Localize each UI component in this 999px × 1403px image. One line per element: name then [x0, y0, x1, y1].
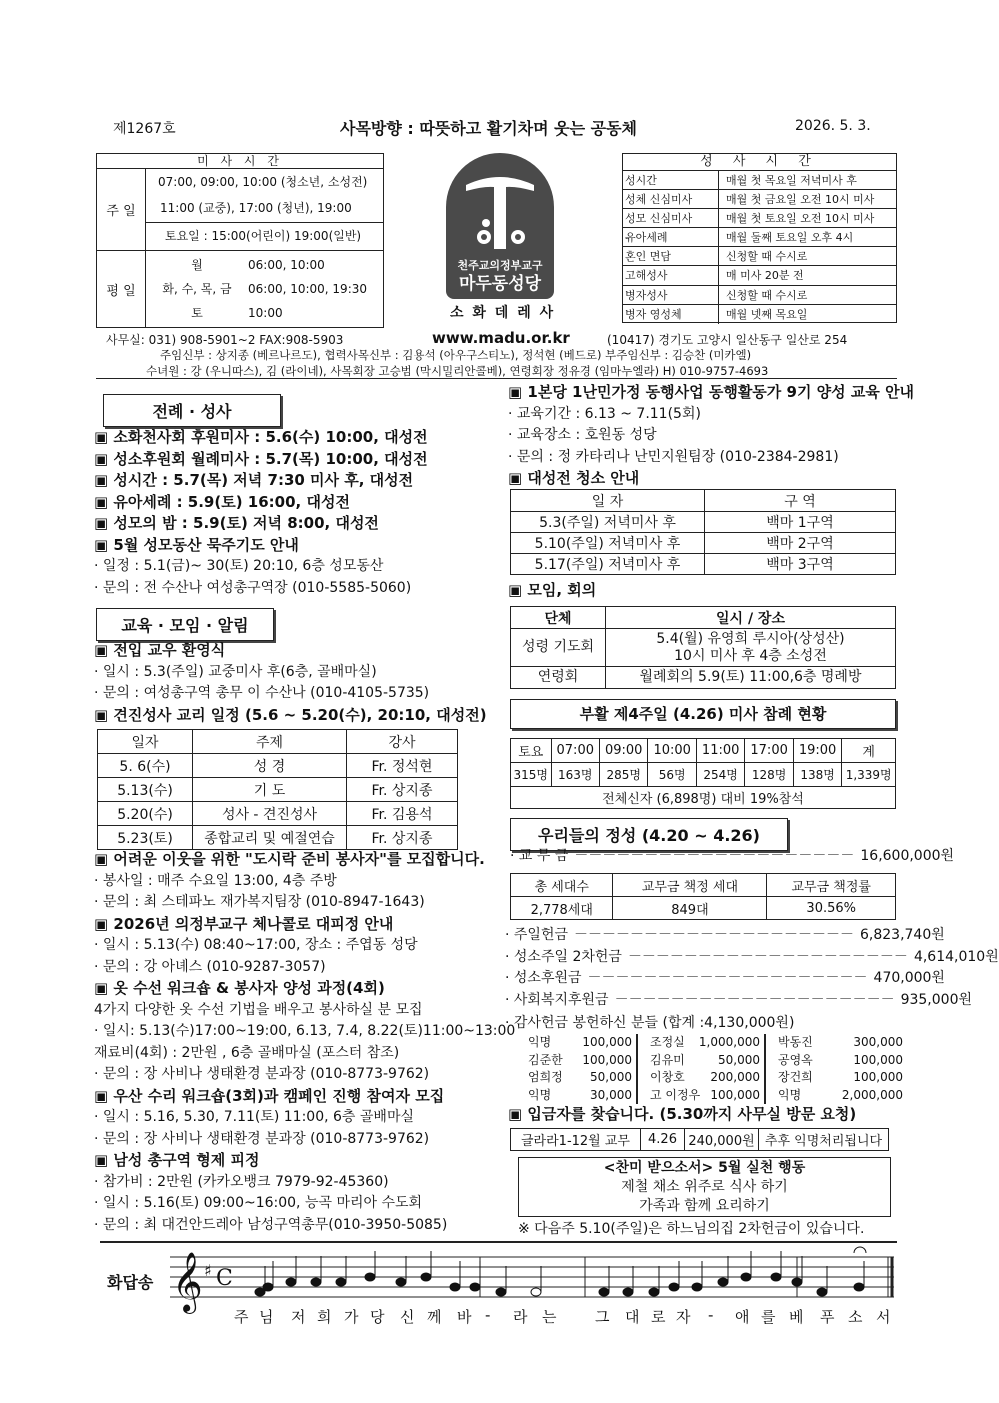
table-header: 구 역: [705, 490, 896, 512]
action-line: 제철 채소 위주로 식사 하기: [621, 1179, 788, 1195]
note-head: [741, 1273, 751, 1281]
notice-line: · 문의 : 전 수산나 여성총구역장 (010-5585-5060): [94, 579, 412, 596]
table-header: 일 자: [511, 490, 705, 512]
table-cell: 5.17(주일) 저녁미사 후: [511, 554, 705, 575]
donor-name: 이창호: [650, 1070, 685, 1084]
donor-amount: 1,000,000: [698, 1035, 760, 1049]
lyric-syllable: -: [485, 1306, 491, 1324]
sacrament-row: [623, 171, 896, 190]
notice-heading: ▣ 성모의 밤 : 5.9(토) 저녁 8:00, 대성전: [94, 514, 379, 532]
table-cell: 백마 2구역: [705, 533, 896, 554]
table-row: [511, 512, 896, 533]
notice-heading: ▣ 옷 수선 워크숍 & 봉사자 양성 과정(4회): [94, 979, 385, 997]
offering-row: [505, 947, 999, 969]
notice-line: · 문의 : 최 스테파노 재가복지팀장 (010-8947-1643): [94, 894, 425, 910]
sacrament-time: 매 미사 20분 전: [726, 269, 804, 283]
offering-label: · 주일헌금: [505, 927, 568, 943]
table-cell: 연령회: [511, 667, 606, 689]
issue-date: 2026. 5. 3.: [795, 118, 871, 134]
lyric-syllable: 서: [876, 1308, 891, 1326]
notice-heading: ▣ 남성 총구역 형제 피정: [94, 1151, 260, 1169]
notice-line: · 봉사일 : 매주 수요일 13:00, 4층 주방: [94, 872, 337, 889]
weekday-day: 월: [191, 258, 203, 272]
cross-roses-icon: [446, 153, 554, 253]
thanks-row: [510, 1069, 915, 1087]
notice-line: · 문의 : 정 카타리나 난민지원팀장 (010-2384-2981): [508, 448, 839, 465]
thanks-entry: [638, 1052, 766, 1070]
notice-heading: ▣ 소화천사회 후원미사 : 5.6(수) 10:00, 대성전: [94, 428, 428, 446]
table-cell: 56명: [648, 763, 696, 787]
offering-value: 470,000원: [873, 970, 945, 986]
thanks-entry: [766, 1034, 907, 1052]
donor-name: 익명: [528, 1035, 552, 1049]
logo-parish: 마두동성당: [458, 274, 542, 294]
lyric-syllable: 라: [513, 1308, 528, 1326]
sacrament-time: 매월 둘째 토요일 오후 4시: [726, 231, 854, 245]
notice-line: · 교육장소 : 호원동 성당: [508, 427, 657, 443]
donor-name: 익명: [778, 1087, 802, 1102]
note-head: [470, 1283, 480, 1291]
mass-times-box: [96, 153, 384, 328]
offering-value: 935,000원: [900, 991, 972, 1008]
notice-heading: ▣ 성시간 : 5.7(목) 저녁 7:30 미사 후, 대성전: [94, 471, 414, 489]
notice-line: · 교육기간 : 6.13 ~ 7.11(5회): [508, 405, 701, 422]
meetings-table: [510, 606, 896, 689]
table-cell: Fr. 김용석: [347, 802, 458, 826]
staff-line: 주임신부 : 상지종 (베르나르도), 협력사목신부 : 김용석 (아우구스티노), 정석현 (베드로) 부주임신부 : 김승찬 (미카엘): [160, 348, 752, 362]
table-cell: 5. 6(수): [98, 754, 193, 778]
table-cell: 254명: [696, 763, 744, 787]
table-cell: 315명: [511, 763, 552, 787]
donor-name: 익명: [528, 1087, 552, 1102]
note-head: [396, 1278, 406, 1286]
table-cell: 138명: [793, 763, 841, 787]
notice-heading: ▣ 1본당 1난민가정 동행사업 동행활동가 9기 양성 교육 안내: [508, 383, 915, 401]
table-header: 일자: [98, 730, 193, 754]
section-liturgy: 전례 · 성사: [103, 394, 281, 427]
offering-amounts: [505, 925, 999, 1011]
action-line: 가족과 함께 요리하기: [639, 1198, 770, 1214]
notice-heading: ▣ 대성전 청소 안내: [508, 469, 640, 487]
common-time-icon: C: [216, 1266, 233, 1291]
donor-amount: 2,000,000: [841, 1087, 903, 1102]
thanks-entry: [510, 1034, 638, 1052]
note-head: [649, 1288, 659, 1296]
lyric-syllable: 희: [317, 1308, 332, 1326]
notice-line: · 일시 : 5.3(주일) 교중미사 후(6층, 골배마실): [94, 663, 377, 680]
lyric-syllable: 는: [542, 1308, 557, 1326]
sacrament-name: 유아세례: [623, 228, 719, 246]
donor-name: 박동진: [778, 1035, 813, 1049]
weekday-label: 평 일: [97, 251, 146, 327]
notices-list: [94, 849, 516, 1236]
notice-heading: ▣ 2026년 의정부교구 체나콜로 대피정 안내: [94, 914, 394, 933]
note-head: [496, 1288, 506, 1296]
donor-amount: 100,000: [853, 1052, 903, 1067]
table-cell: 30.56%: [767, 897, 896, 920]
donor-name: 고 이정우: [650, 1087, 701, 1102]
offering-row: [505, 990, 972, 1012]
sacrament-times-title: 성 사 시 간: [623, 154, 896, 171]
fermata-icon: [854, 1247, 866, 1253]
sacrament-times-box: [622, 153, 897, 323]
donor-name: 장건희: [778, 1070, 813, 1084]
notice-line: · 문의 : 장 사비나 생태환경 분과장 (010-8773-9762): [94, 1130, 430, 1147]
table-header: 17:00: [745, 739, 793, 763]
lyric-syllable: 신: [400, 1308, 415, 1326]
table-cell: 성 경: [193, 754, 347, 778]
lyric-syllable: 애: [735, 1308, 750, 1326]
table-header: 19:00: [793, 739, 841, 763]
lyric-syllable: -: [708, 1306, 714, 1324]
table-cell: 성령 기도회: [511, 629, 606, 667]
table-header: 10:00: [648, 739, 696, 763]
depositor-table: [510, 1128, 889, 1151]
donor-amount: 100,000: [582, 1052, 632, 1067]
treble-clef-icon: 𝄞: [172, 1252, 203, 1312]
lyric-syllable: 그: [595, 1308, 610, 1326]
note-head: [854, 1283, 864, 1291]
sacrament-row: [623, 266, 896, 285]
table-cell: 240,000원: [685, 1129, 759, 1151]
parish-logo: [446, 153, 554, 299]
notice-heading: ▣ 견진성사 교리 일정 (5.6 ~ 5.20(수), 20:10, 대성전): [94, 705, 487, 724]
table-cell: 5.4(월) 유영희 루시아(상성산) 10시 미사 후 4층 소성전: [606, 629, 896, 667]
weekday-day: 화, 수, 목, 금: [162, 282, 232, 296]
pastoral-motto: 사목방향 : 따뜻하고 활기차며 웃는 공동체: [340, 119, 638, 138]
table-cell: 종합교리 및 예절연습: [193, 826, 347, 850]
table-cell: 2,778세대: [511, 897, 613, 920]
dot-leader: －－－－－－－－－－－－－－－－－－－－: [627, 948, 908, 965]
lyric-syllable: 주: [234, 1308, 249, 1326]
logo-diocese: 천주교의정부교구: [457, 259, 543, 272]
offering-label: · 사회복지후원금: [505, 991, 609, 1008]
notice-line: · 문의 : 장 사비나 생태환경 분과장 (010-8773-9762): [94, 1066, 430, 1082]
note-head: [792, 1278, 802, 1286]
table-cell: 849대: [613, 897, 767, 920]
table-cell: 추후 익명처리됩니다: [759, 1129, 889, 1151]
lyric-syllable: 자: [676, 1308, 691, 1326]
lyric-syllable: 님: [259, 1308, 274, 1326]
offering-label: · 성소후원금: [505, 970, 582, 986]
sacrament-name: 병자성사: [623, 286, 719, 304]
thanks-entry: [766, 1069, 907, 1087]
thanks-entry: [638, 1034, 766, 1052]
lyric-syllable: 대: [625, 1308, 640, 1326]
note-head: [718, 1278, 728, 1286]
office-contact: 사무실: 031) 908-5901~2 FAX:908-5903: [106, 333, 344, 347]
notice-line: · 일시 : 5.16(토) 09:00~16:00, 능곡 마리아 수도회: [94, 1195, 423, 1211]
table-cell: 글라라1-12월 교무: [511, 1129, 641, 1151]
attendance-total: 전체신자 (6,898명) 대비 19%참석: [511, 787, 896, 809]
sacrament-row: [623, 247, 896, 266]
note-head: [336, 1278, 346, 1286]
table-header: 일시 / 장소: [606, 607, 896, 629]
refugee-notice: [508, 382, 915, 490]
sacrament-time: 매월 첫 토요일 오전 10시 미사: [726, 212, 875, 226]
depositor-heading: ▣ 입금자를 찾습니다. (5.30까지 사무실 방문 요청): [508, 1105, 857, 1123]
table-cell: 백마 3구역: [705, 554, 896, 575]
lyric-syllable: 푸: [820, 1308, 835, 1326]
lyric-syllable: 저: [291, 1308, 306, 1326]
table-cell: Fr. 상지종: [347, 826, 458, 850]
thanks-row: [510, 1087, 915, 1105]
offerings-title: 우리들의 정성 (4.20 ~ 4.26): [510, 818, 788, 851]
notice-heading: ▣ 어려운 이웃을 위한 "도시락 준비 봉사자"를 모집합니다.: [94, 850, 485, 868]
table-cell: Fr. 상지종: [347, 778, 458, 802]
parish-fund-label: · 교 무 금: [510, 848, 569, 864]
notice-line: 재료비(4회) : 2만원 , 6층 골배마실 (포스터 참조): [94, 1044, 400, 1061]
weekday-day: 토: [191, 306, 203, 320]
note-head: [421, 1273, 431, 1281]
table-header: 교무금 책정률: [767, 874, 896, 897]
sacrament-row: [623, 228, 896, 247]
thanks-row: [510, 1034, 915, 1052]
sacrament-name: 성시간: [623, 171, 719, 189]
table-cell: 성사 - 견진성사: [193, 802, 347, 826]
sunday-label: 주 일: [97, 169, 146, 250]
note-head: [817, 1288, 827, 1296]
table-cell: 128명: [745, 763, 793, 787]
notice-heading: ▣ 우산 수리 워크숍(3회)과 캠페인 진행 참여자 모집: [94, 1086, 445, 1105]
education-list: [94, 640, 506, 726]
offering-row: [505, 925, 945, 947]
table-header: 07:00: [551, 739, 599, 763]
meetings-heading: ▣ 모임, 회의: [508, 581, 597, 599]
note-head: [771, 1273, 781, 1281]
sacrament-time: 매월 넷째 목요일: [726, 307, 808, 321]
lyric-syllable: 를: [761, 1308, 776, 1326]
note-head: [450, 1283, 460, 1291]
dot-leader: －－－－－－－－－－－－－－－－－－－－: [614, 991, 895, 1008]
notice-line: · 일시 : 5.13(수) 08:40~17:00, 장소 : 주엽동 성당: [94, 937, 418, 953]
psalm-divider: [100, 1241, 897, 1243]
table-header: 단체: [511, 607, 606, 629]
section-education: 교육 · 모임 · 알림: [96, 608, 274, 641]
table-cell: 월례회의 5.9(토) 11:00,6층 명례방: [606, 667, 896, 689]
donor-name: 공영옥: [778, 1052, 813, 1067]
thanks-entry: [766, 1087, 907, 1105]
thanks-entry: [510, 1052, 638, 1070]
table-header: 총 세대수: [511, 874, 613, 897]
sacrament-name: 병자 영성체: [623, 305, 719, 324]
weekday-time: 06:00, 10:00: [248, 258, 325, 272]
lyric-syllable: 로: [651, 1308, 666, 1326]
staff-line: 수녀원 : 강 (우니따스), 김 (라이네), 사목회장 고승범 (막시밀리안콜베), 연령회장 정유경 (임마누엘라) H) 010-9757-4693: [146, 364, 769, 378]
table-row: [511, 554, 896, 575]
thanks-row: [510, 1052, 915, 1070]
attendance-title: 부활 제4주일 (4.26) 미사 참례 현황: [510, 699, 896, 729]
thanks-title: · 감사헌금 봉헌하신 분들 (합계 :4,130,000원): [505, 1015, 795, 1031]
lyric-syllable: 당: [370, 1308, 385, 1326]
table-cell: 기 도: [193, 778, 347, 802]
notice-heading: ▣ 성소후원회 월례미사 : 5.7(목) 10:00, 대성전: [94, 449, 428, 468]
sacrament-name: 혼인 면담: [623, 247, 719, 265]
next-week-notice: ※ 다음주 5.10(주일)은 하느님의집 2차헌금이 있습니다.: [518, 1221, 865, 1237]
thanks-entry: [766, 1052, 907, 1070]
notice-line: · 일시: 5.13(수)17:00~19:00, 6.13, 7.4, 8.22(토)11:00~13:00: [94, 1023, 516, 1039]
note-head: [286, 1278, 296, 1286]
table-cell: 163명: [551, 763, 599, 787]
table-header: 강사: [347, 730, 458, 754]
notice-heading: ▣ 유아세례 : 5.9(토) 16:00, 대성전: [94, 492, 350, 511]
donor-amount: 30,000: [590, 1087, 632, 1102]
table-row: [98, 778, 458, 802]
dot-leader: －－－－－－－－－－－－－－－－－－－－: [587, 970, 868, 986]
table-header: 토요: [511, 739, 552, 763]
table-cell: 5.3(주일) 저녁미사 후: [511, 512, 705, 533]
table-cell: 5.10(주일) 저녁미사 후: [511, 533, 705, 554]
table-row: [98, 826, 458, 850]
table-cell: 4.26: [641, 1129, 685, 1151]
offering-label: · 성소주일 2차헌금: [505, 948, 622, 965]
notice-line: 4가지 다양한 옷 수선 기법을 배우고 봉사하실 분 모집: [94, 1001, 423, 1018]
sharp-icon: ♯: [204, 1261, 212, 1280]
donor-amount: 50,000: [718, 1052, 760, 1067]
patron-saint: 소 화 데 레 사: [450, 305, 556, 321]
sacrament-time: 신청할 때 수시로: [726, 288, 808, 302]
parish-fund-table: [510, 873, 896, 920]
offering-row: [505, 968, 945, 990]
issue-number: 제1267호: [113, 121, 176, 137]
parish-fund-row: [510, 846, 955, 868]
sacrament-row: [623, 305, 896, 324]
offering-value: 4,614,010원: [913, 948, 999, 965]
thanks-entry: [638, 1069, 766, 1087]
weekday-time: 10:00: [248, 306, 283, 320]
notice-heading: ▣ 5월 성모동산 묵주기도 안내: [94, 535, 299, 554]
dot-leader: －－－－－－－－－－－－－－－－－－－－: [574, 927, 854, 943]
sacrament-name: 성체 신심미사: [623, 190, 719, 208]
header-divider: [96, 378, 897, 379]
sunday-mass-line: 11:00 (교중), 17:00 (청년), 19:00: [146, 196, 383, 223]
note-head: [311, 1278, 321, 1286]
sacrament-time: 매월 첫 목요일 저녁미사 후: [726, 174, 857, 187]
music-staff: [170, 1245, 897, 1312]
donor-amount: 300,000: [853, 1035, 903, 1049]
melody-notes: [255, 1251, 864, 1296]
note-head: [531, 1288, 541, 1296]
dot-leader: －－－－－－－－－－－－－－－－－－－－: [574, 848, 855, 864]
offering-value: 6,823,740원: [860, 927, 945, 943]
lyric-syllable: 소: [848, 1308, 863, 1326]
donor-name: 조정실: [650, 1035, 685, 1049]
notice-line: · 일정 : 5.1(금)~ 30(토) 20:10, 6층 성모동산: [94, 558, 384, 574]
table-row: [511, 667, 896, 689]
notice-line: · 참가비 : 2만원 (카카오뱅크 7979-92-45360): [94, 1173, 389, 1190]
donor-amount: 100,000: [853, 1070, 903, 1084]
saturday-mass-line: 토요일 : 15:00(어린이) 19:00(일반): [165, 229, 362, 243]
lyric-syllable: 가: [344, 1308, 359, 1326]
parish-website[interactable]: www.madu.or.kr: [432, 329, 570, 347]
sunday-mass-line: 07:00, 09:00, 10:00 (청소년, 소성전): [158, 175, 368, 189]
sacrament-row: [623, 209, 896, 228]
sacrament-row: [623, 286, 896, 305]
note-head: [669, 1283, 679, 1291]
lyric-syllable: 베: [789, 1308, 804, 1326]
liturgy-list: [94, 427, 506, 599]
table-cell: 1,339명: [842, 763, 896, 787]
notice-line: · 문의 : 여성총구역 총무 이 수산나 (010-4105-5735): [94, 685, 430, 701]
notice-line: · 일시 : 5.16, 5.30, 7.11(토) 11:00, 6층 골배마실: [94, 1109, 415, 1125]
weekday-time: 06:00, 10:00, 19:30: [248, 282, 368, 296]
psalm-lyrics: [224, 1306, 891, 1326]
parish-fund-value: 16,600,000원: [860, 848, 955, 864]
mass-times-title: 미 사 시 간: [97, 154, 383, 169]
attendance-table: [510, 738, 896, 809]
table-header: 교무금 책정 세대: [613, 874, 767, 897]
cleaning-table: [510, 489, 896, 575]
donor-amount: 100,000: [582, 1035, 632, 1049]
table-row: [98, 802, 458, 826]
table-header: 주제: [193, 730, 347, 754]
parish-address: (10417) 경기도 고양시 일산동구 일산로 254: [607, 333, 848, 347]
sacrament-row: [623, 190, 896, 209]
note-head: [599, 1288, 609, 1296]
table-cell: 285명: [599, 763, 647, 787]
sacrament-name: 성모 신심미사: [623, 209, 719, 227]
note-head: [623, 1288, 633, 1296]
sacrament-time: 신청할 때 수시로: [726, 250, 808, 264]
action-box: [518, 1157, 891, 1217]
donor-name: 김준한: [528, 1052, 563, 1067]
note-head: [692, 1283, 702, 1291]
lyric-syllable: 바: [457, 1308, 472, 1326]
thanks-list: [510, 1034, 915, 1104]
sacrament-name: 고해성사: [623, 266, 719, 284]
table-row: [511, 629, 896, 667]
table-header: 계: [842, 739, 896, 763]
table-header: 11:00: [696, 739, 744, 763]
donor-name: 엄희정: [528, 1070, 563, 1084]
lyric-syllable: 께: [427, 1308, 442, 1326]
table-cell: Fr. 정석현: [347, 754, 458, 778]
table-cell: 백마 1구역: [705, 512, 896, 533]
donor-name: 김유미: [650, 1052, 685, 1067]
thanks-entry: [638, 1087, 766, 1105]
table-cell: 5.20(수): [98, 802, 193, 826]
thanks-entry: [510, 1087, 638, 1105]
table-row: [98, 754, 458, 778]
table-cell: 5.23(토): [98, 826, 193, 850]
psalm-label: 화답송: [107, 1273, 154, 1292]
sacrament-time: 매월 첫 금요일 오전 10시 미사: [726, 193, 875, 207]
note-head: [365, 1273, 375, 1281]
notice-heading: ▣ 전입 교우 환영식: [94, 641, 226, 659]
donor-amount: 200,000: [710, 1070, 760, 1084]
notice-line: · 문의 : 최 대건안드레아 남성구역총무(010-3950-5085): [94, 1216, 448, 1233]
table-header: 09:00: [599, 739, 647, 763]
notice-line: · 문의 : 강 아녜스 (010-9287-3057): [94, 958, 326, 975]
note-head: [263, 1283, 273, 1291]
confirmation-table: [97, 729, 458, 850]
thanks-entry: [510, 1069, 638, 1087]
action-title: <찬미 받으소서> 5월 실천 행동: [603, 1160, 806, 1176]
donor-amount: 50,000: [590, 1070, 632, 1084]
donor-amount: 100,000: [710, 1087, 760, 1102]
table-cell: 5.13(수): [98, 778, 193, 802]
table-row: [511, 533, 896, 554]
